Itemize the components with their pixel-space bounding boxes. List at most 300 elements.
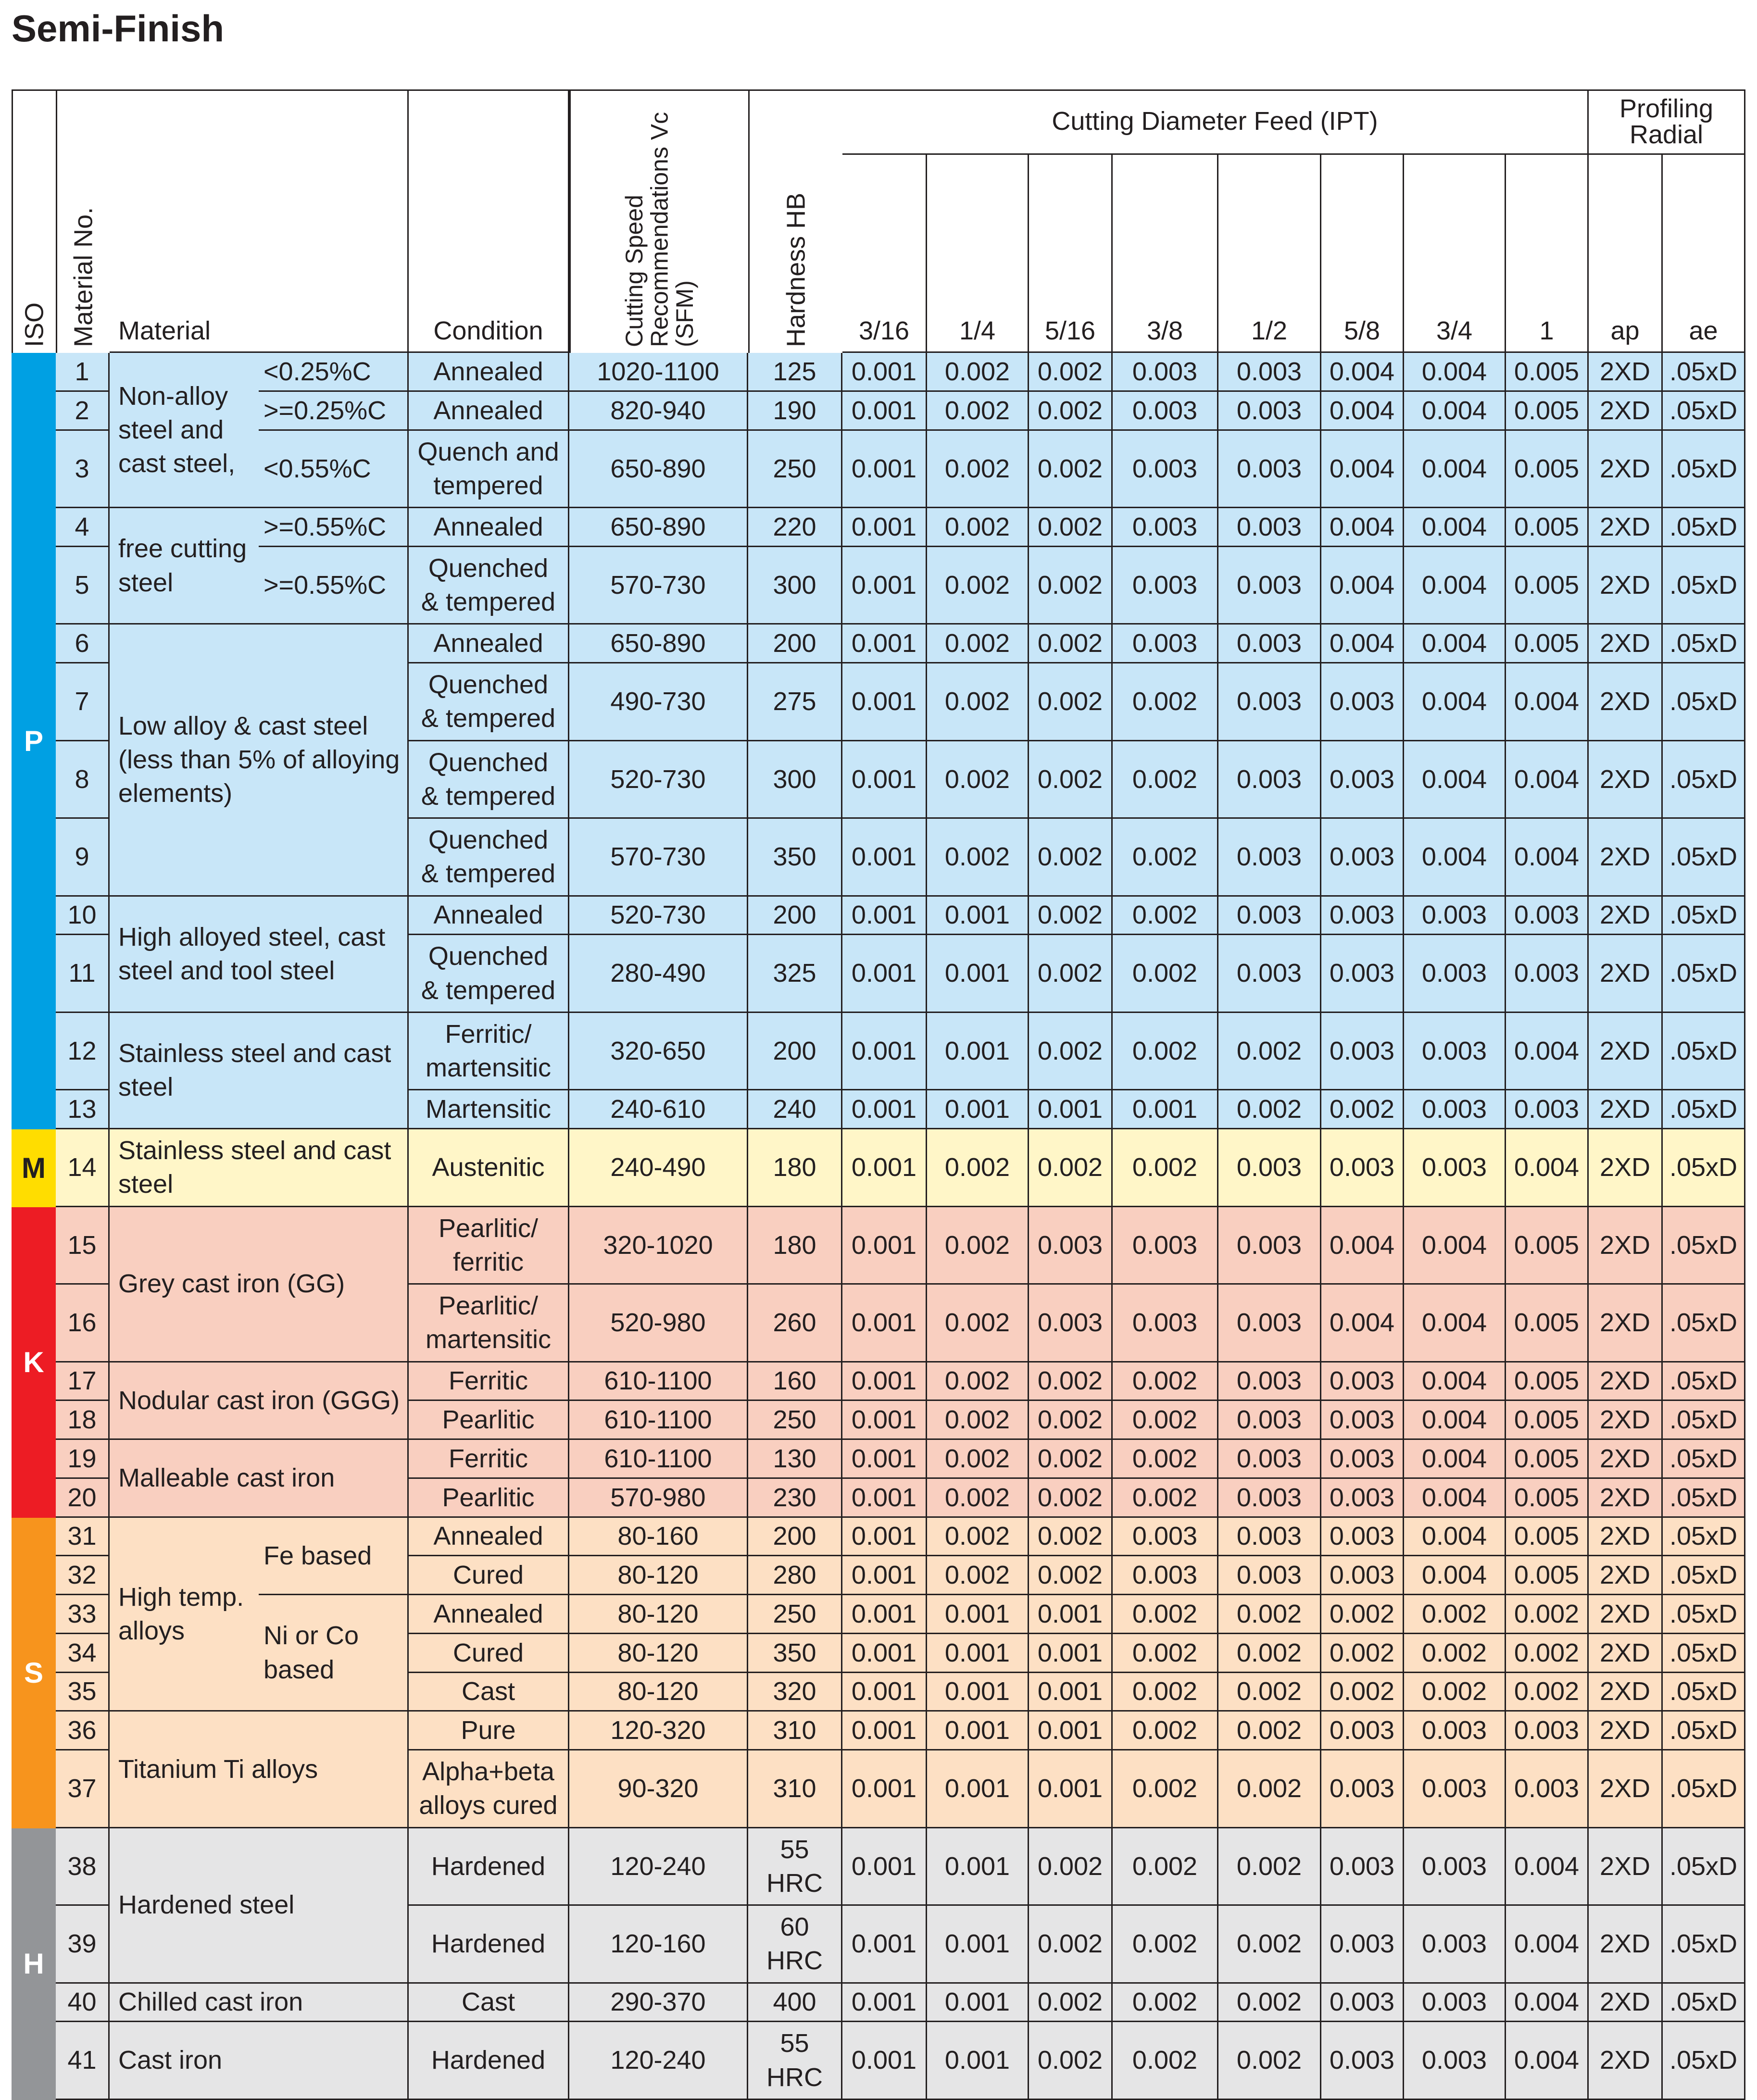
condition-cell: Annealed <box>409 353 569 392</box>
ap-cell: 2XD <box>1589 1518 1663 1557</box>
feed-cell: 0.002 <box>1029 2022 1113 2100</box>
feed-cell: 0.001 <box>927 1013 1029 1091</box>
feed-cell: 0.001 <box>842 1828 927 1906</box>
feed-cell: 0.002 <box>927 1285 1029 1362</box>
feed-cell: 0.004 <box>1404 1556 1506 1595</box>
feed-cell: 0.003 <box>1506 1750 1589 1828</box>
feed-cell: 0.004 <box>1404 508 1506 547</box>
material-subgroup: Fe based <box>259 1518 409 1596</box>
feed-cell: 0.001 <box>842 353 927 392</box>
ae-cell: .05xD <box>1663 1362 1745 1401</box>
feed-cell: 0.001 <box>842 1984 927 2023</box>
feed-cell: 0.005 <box>1506 392 1589 431</box>
material-subgroup: >=0.25%C <box>259 392 409 431</box>
cutting-speed-cell: 610-1100 <box>569 1401 748 1440</box>
iso-group-s: S <box>12 1518 56 1828</box>
feed-cell: 0.003 <box>1218 1362 1321 1401</box>
feed-cell: 0.001 <box>842 1479 927 1518</box>
feed-cell: 0.003 <box>1321 1518 1404 1557</box>
feed-cell: 0.005 <box>1506 1440 1589 1479</box>
ap-cell: 2XD <box>1589 1828 1663 1906</box>
feed-cell: 0.001 <box>842 1673 927 1712</box>
feed-cell: 0.004 <box>1404 663 1506 741</box>
feed-cell: 0.003 <box>1321 1828 1404 1906</box>
feed-cell: 0.001 <box>927 1673 1029 1712</box>
hardness-cell: 200 <box>748 897 842 936</box>
feed-cell: 0.002 <box>1029 663 1113 741</box>
feed-cell: 0.003 <box>1218 1129 1321 1207</box>
feed-cell: 0.004 <box>1404 819 1506 897</box>
material-subgroup: <0.55%C <box>259 431 409 509</box>
material-no-cell: 9 <box>56 819 110 897</box>
feed-cell: 0.002 <box>1113 1984 1218 2023</box>
feed-cell: 0.004 <box>1321 508 1404 547</box>
feed-cell: 0.001 <box>842 392 927 431</box>
feed-cell: 0.003 <box>1029 1285 1113 1362</box>
ae-cell: .05xD <box>1663 1673 1745 1712</box>
feed-cell: 0.003 <box>1218 741 1321 819</box>
material-no-cell: 10 <box>56 897 110 936</box>
feed-cell: 0.003 <box>1321 1556 1404 1595</box>
table-top-rule <box>12 89 1745 91</box>
feed-cell: 0.002 <box>1029 1556 1113 1595</box>
material-no-cell: 13 <box>56 1090 110 1129</box>
feed-cell: 0.001 <box>842 1440 927 1479</box>
feed-cell: 0.002 <box>1506 1673 1589 1712</box>
feed-cell: 0.003 <box>1321 741 1404 819</box>
header-ae: ae <box>1663 155 1745 353</box>
feed-cell: 0.002 <box>927 1401 1029 1440</box>
feed-cell: 0.001 <box>842 1750 927 1828</box>
material-no-cell: 6 <box>56 625 110 663</box>
condition-cell: Ferritic <box>409 1440 569 1479</box>
condition-cell: Hardened <box>409 1906 569 1984</box>
feed-cell: 0.002 <box>1218 1013 1321 1091</box>
ap-cell: 2XD <box>1589 1207 1663 1285</box>
material-no-cell: 34 <box>56 1634 110 1673</box>
feed-cell: 0.004 <box>1404 547 1506 625</box>
ae-cell: .05xD <box>1663 1090 1745 1129</box>
feed-cell: 0.004 <box>1404 1518 1506 1557</box>
cutting-speed-cell: 80-120 <box>569 1595 748 1634</box>
feed-cell: 0.001 <box>1029 1750 1113 1828</box>
feed-cell: 0.001 <box>842 1207 927 1285</box>
condition-cell: Ferritic <box>409 1362 569 1401</box>
condition-cell: Quenched & tempered <box>409 741 569 819</box>
feed-cell: 0.002 <box>1029 392 1113 431</box>
ap-cell: 2XD <box>1589 431 1663 509</box>
feed-cell: 0.002 <box>1029 935 1113 1013</box>
ap-cell: 2XD <box>1589 1362 1663 1401</box>
feed-cell: 0.002 <box>1113 1401 1218 1440</box>
ae-cell: .05xD <box>1663 508 1745 547</box>
condition-cell: Cured <box>409 1634 569 1673</box>
cutting-speed-cell: 610-1100 <box>569 1440 748 1479</box>
feed-cell: 0.002 <box>1029 819 1113 897</box>
feed-cell: 0.004 <box>1321 1207 1404 1285</box>
feed-cell: 0.002 <box>1218 1828 1321 1906</box>
feed-cell: 0.003 <box>1113 392 1218 431</box>
material-no-cell: 11 <box>56 935 110 1013</box>
ap-cell: 2XD <box>1589 1595 1663 1634</box>
ap-cell: 2XD <box>1589 1712 1663 1750</box>
feed-cell: 0.002 <box>1404 1634 1506 1673</box>
feed-cell: 0.002 <box>927 1440 1029 1479</box>
cutting-speed-cell: 650-890 <box>569 431 748 509</box>
material-no-cell: 17 <box>56 1362 110 1401</box>
hardness-cell: 310 <box>748 1750 842 1828</box>
page-title: Semi-Finish <box>12 7 225 50</box>
feed-cell: 0.002 <box>927 1479 1029 1518</box>
cutting-speed-cell: 240-610 <box>569 1090 748 1129</box>
feed-cell: 0.003 <box>1218 547 1321 625</box>
condition-cell: Quench and tempered <box>409 431 569 509</box>
feed-cell: 0.002 <box>927 353 1029 392</box>
feed-cell: 0.003 <box>1404 1090 1506 1129</box>
feed-cell: 0.002 <box>927 508 1029 547</box>
feed-cell: 0.002 <box>1113 935 1218 1013</box>
ae-cell: .05xD <box>1663 819 1745 897</box>
header-iso: ISO <box>12 89 56 353</box>
feed-cell: 0.003 <box>1321 1712 1404 1750</box>
feed-cell: 0.002 <box>1218 1984 1321 2023</box>
ae-cell: .05xD <box>1663 1556 1745 1595</box>
material-no-cell: 33 <box>56 1595 110 1634</box>
iso-group-p: P <box>12 353 56 1129</box>
feed-cell: 0.002 <box>1113 1712 1218 1750</box>
feed-cell: 0.003 <box>1113 1207 1218 1285</box>
feed-cell: 0.002 <box>1113 819 1218 897</box>
condition-cell: Cast <box>409 1673 569 1712</box>
feed-cell: 0.002 <box>1321 1595 1404 1634</box>
feed-cell: 0.002 <box>927 819 1029 897</box>
condition-cell: Cured <box>409 1556 569 1595</box>
feed-cell: 0.001 <box>842 431 927 509</box>
feed-cell: 0.002 <box>927 547 1029 625</box>
material-no-cell: 37 <box>56 1750 110 1828</box>
feed-cell: 0.003 <box>1113 1556 1218 1595</box>
ae-cell: .05xD <box>1663 1984 1745 2023</box>
cutting-speed-cell: 520-730 <box>569 897 748 936</box>
feed-cell: 0.002 <box>1029 1479 1113 1518</box>
feed-cell: 0.001 <box>842 935 927 1013</box>
feed-cell: 0.002 <box>1321 1673 1404 1712</box>
condition-cell: Hardened <box>409 2022 569 2100</box>
feed-cell: 0.004 <box>1404 1401 1506 1440</box>
material-no-cell: 1 <box>56 353 110 392</box>
hardness-cell: 350 <box>748 1634 842 1673</box>
feed-cell: 0.001 <box>1029 1634 1113 1673</box>
material-group: Chilled cast iron <box>110 1984 409 2023</box>
feed-cell: 0.002 <box>1113 741 1218 819</box>
feed-cell: 0.002 <box>1113 1634 1218 1673</box>
condition-cell: Quenched & tempered <box>409 663 569 741</box>
ae-cell: .05xD <box>1663 1906 1745 1984</box>
feed-cell: 0.001 <box>842 508 927 547</box>
feed-cell: 0.004 <box>1321 431 1404 509</box>
feed-cell: 0.004 <box>1506 1828 1589 1906</box>
feed-cell: 0.005 <box>1506 1362 1589 1401</box>
material-group: Hardened steel <box>110 1828 409 1984</box>
condition-cell: Pearlitic/ martensitic <box>409 1285 569 1362</box>
condition-cell: Martensitic <box>409 1090 569 1129</box>
feed-cell: 0.004 <box>1506 2022 1589 2100</box>
feed-cell: 0.004 <box>1506 819 1589 897</box>
material-subgroup: >=0.55%C <box>259 508 409 547</box>
material-subgroup: Ni or Co based <box>259 1595 409 1712</box>
feed-cell: 0.004 <box>1506 663 1589 741</box>
feed-cell: 0.003 <box>1218 625 1321 663</box>
feed-cell: 0.003 <box>1321 935 1404 1013</box>
feed-cell: 0.003 <box>1321 819 1404 897</box>
feed-cell: 0.003 <box>1404 1712 1506 1750</box>
hardness-cell: 200 <box>748 625 842 663</box>
ap-cell: 2XD <box>1589 547 1663 625</box>
header-diameter: 1/4 <box>927 155 1029 353</box>
ae-cell: .05xD <box>1663 2022 1745 2100</box>
condition-cell: Quenched & tempered <box>409 547 569 625</box>
feed-cell: 0.003 <box>1321 663 1404 741</box>
feed-cell: 0.003 <box>1404 1013 1506 1091</box>
ap-cell: 2XD <box>1589 508 1663 547</box>
cutting-speed-cell: 80-160 <box>569 1518 748 1557</box>
feed-cell: 0.002 <box>1029 1129 1113 1207</box>
feed-cell: 0.001 <box>842 897 927 936</box>
cutting-speed-cell: 120-240 <box>569 2022 748 2100</box>
cutting-speed-cell: 120-320 <box>569 1712 748 1750</box>
feed-cell: 0.005 <box>1506 1556 1589 1595</box>
feed-cell: 0.005 <box>1506 1207 1589 1285</box>
feed-cell: 0.002 <box>927 1518 1029 1557</box>
header-diameter: 3/8 <box>1113 155 1218 353</box>
feed-cell: 0.002 <box>927 741 1029 819</box>
feed-cell: 0.004 <box>1404 741 1506 819</box>
ap-cell: 2XD <box>1589 1556 1663 1595</box>
cutting-speed-cell: 520-980 <box>569 1285 748 1362</box>
hardness-cell: 190 <box>748 392 842 431</box>
feed-cell: 0.004 <box>1404 1285 1506 1362</box>
hardness-cell: 60 HRC <box>748 1906 842 1984</box>
ap-cell: 2XD <box>1589 935 1663 1013</box>
ae-cell: .05xD <box>1663 935 1745 1013</box>
feed-cell: 0.001 <box>927 897 1029 936</box>
hardness-cell: 325 <box>748 935 842 1013</box>
feed-cell: 0.001 <box>927 1984 1029 2023</box>
feed-cell: 0.002 <box>1404 1595 1506 1634</box>
material-no-cell: 18 <box>56 1401 110 1440</box>
ae-cell: .05xD <box>1663 741 1745 819</box>
material-no-cell: 7 <box>56 663 110 741</box>
feed-cell: 0.003 <box>1321 1013 1404 1091</box>
cutting-speed-cell: 120-240 <box>569 1828 748 1906</box>
ap-cell: 2XD <box>1589 1906 1663 1984</box>
condition-cell: Cast <box>409 1984 569 2023</box>
feed-cell: 0.003 <box>1321 1984 1404 2023</box>
feed-cell: 0.003 <box>1218 1285 1321 1362</box>
feed-cell: 0.002 <box>1218 1750 1321 1828</box>
feed-cell: 0.001 <box>842 1013 927 1091</box>
cutting-speed-cell: 120-160 <box>569 1906 748 1984</box>
hardness-cell: 400 <box>748 1984 842 2023</box>
ap-cell: 2XD <box>1589 1634 1663 1673</box>
condition-cell: Annealed <box>409 625 569 663</box>
cutting-speed-cell: 650-890 <box>569 508 748 547</box>
feed-cell: 0.004 <box>1321 625 1404 663</box>
feed-cell: 0.002 <box>1113 663 1218 741</box>
feed-cell: 0.001 <box>927 1828 1029 1906</box>
feed-cell: 0.001 <box>927 1090 1029 1129</box>
ae-cell: .05xD <box>1663 1750 1745 1828</box>
ap-cell: 2XD <box>1589 1750 1663 1828</box>
feed-cell: 0.001 <box>1029 1712 1113 1750</box>
feed-cell: 0.002 <box>1029 1906 1113 1984</box>
ap-cell: 2XD <box>1589 2022 1663 2100</box>
feed-cell: 0.001 <box>842 1518 927 1557</box>
cutting-speed-cell: 80-120 <box>569 1673 748 1712</box>
feed-cell: 0.002 <box>1506 1634 1589 1673</box>
feed-cell: 0.005 <box>1506 1479 1589 1518</box>
material-no-cell: 4 <box>56 508 110 547</box>
feed-cell: 0.002 <box>1113 2022 1218 2100</box>
condition-cell: Annealed <box>409 897 569 936</box>
feed-cell: 0.002 <box>1218 1595 1321 1634</box>
hardness-cell: 250 <box>748 1401 842 1440</box>
cutting-speed-cell: 570-730 <box>569 547 748 625</box>
feed-cell: 0.004 <box>1321 1285 1404 1362</box>
feed-cell: 0.003 <box>1113 1518 1218 1557</box>
feed-cell: 0.001 <box>842 625 927 663</box>
feed-cell: 0.004 <box>1404 353 1506 392</box>
cutting-speed-cell: 90-320 <box>569 1750 748 1828</box>
feed-cell: 0.002 <box>1113 1362 1218 1401</box>
feed-cell: 0.002 <box>1029 1984 1113 2023</box>
feed-cell: 0.002 <box>1218 1673 1321 1712</box>
hardness-cell: 310 <box>748 1712 842 1750</box>
feed-cell: 0.003 <box>1506 935 1589 1013</box>
feed-cell: 0.001 <box>842 819 927 897</box>
ap-cell: 2XD <box>1589 1285 1663 1362</box>
feed-cell: 0.002 <box>1218 1712 1321 1750</box>
condition-cell: Austenitic <box>409 1129 569 1207</box>
material-no-cell: 3 <box>56 431 110 509</box>
material-no-cell: 36 <box>56 1712 110 1750</box>
feed-cell: 0.002 <box>1029 547 1113 625</box>
ae-cell: .05xD <box>1663 1595 1745 1634</box>
cutting-data-table <box>12 89 1745 2092</box>
feed-cell: 0.002 <box>1113 1440 1218 1479</box>
feed-cell: 0.001 <box>927 1750 1029 1828</box>
feed-cell: 0.003 <box>1113 625 1218 663</box>
feed-cell: 0.005 <box>1506 625 1589 663</box>
feed-cell: 0.003 <box>1113 508 1218 547</box>
material-group: Low alloy & cast steel (less than 5% of alloying elements) <box>110 625 409 896</box>
condition-cell: Quenched & tempered <box>409 819 569 897</box>
condition-cell: Pure <box>409 1712 569 1750</box>
feed-cell: 0.002 <box>1113 1828 1218 1906</box>
feed-cell: 0.001 <box>927 1712 1029 1750</box>
material-no-cell: 12 <box>56 1013 110 1091</box>
material-no-cell: 2 <box>56 392 110 431</box>
feed-cell: 0.002 <box>1029 1362 1113 1401</box>
material-no-cell: 38 <box>56 1828 110 1906</box>
cutting-speed-cell: 570-980 <box>569 1479 748 1518</box>
ap-cell: 2XD <box>1589 1129 1663 1207</box>
feed-cell: 0.002 <box>1029 1401 1113 1440</box>
hardness-cell: 320 <box>748 1673 842 1712</box>
feed-cell: 0.002 <box>1029 897 1113 936</box>
feed-cell: 0.001 <box>842 1556 927 1595</box>
ae-cell: .05xD <box>1663 1207 1745 1285</box>
feed-cell: 0.002 <box>1029 508 1113 547</box>
material-group: Cast iron <box>110 2022 409 2100</box>
feed-cell: 0.002 <box>927 1207 1029 1285</box>
feed-cell: 0.002 <box>1218 1634 1321 1673</box>
iso-group-m: M <box>12 1129 56 1207</box>
material-group: Titanium Ti alloys <box>110 1712 409 1828</box>
condition-cell: Ferritic/ martensitic <box>409 1013 569 1091</box>
material-group: Nodular cast iron (GGG) <box>110 1362 409 1440</box>
feed-cell: 0.004 <box>1506 1129 1589 1207</box>
ap-cell: 2XD <box>1589 1401 1663 1440</box>
material-no-cell: 40 <box>56 1984 110 2023</box>
feed-cell: 0.002 <box>1113 1013 1218 1091</box>
ap-cell: 2XD <box>1589 1440 1663 1479</box>
hardness-cell: 180 <box>748 1207 842 1285</box>
feed-cell: 0.004 <box>1506 741 1589 819</box>
ae-cell: .05xD <box>1663 431 1745 509</box>
material-group: Grey cast iron (GG) <box>110 1207 409 1362</box>
feed-cell: 0.002 <box>927 1362 1029 1401</box>
feed-cell: 0.004 <box>1404 431 1506 509</box>
feed-cell: 0.004 <box>1506 1984 1589 2023</box>
feed-cell: 0.002 <box>1113 1750 1218 1828</box>
header-hardness: Hardness HB <box>748 89 842 353</box>
ae-cell: .05xD <box>1663 1479 1745 1518</box>
feed-cell: 0.005 <box>1506 508 1589 547</box>
feed-cell: 0.001 <box>842 1634 927 1673</box>
material-group: Non-alloy steel and cast steel, <box>110 353 259 508</box>
feed-cell: 0.002 <box>927 431 1029 509</box>
feed-cell: 0.004 <box>1404 1362 1506 1401</box>
feed-cell: 0.001 <box>842 663 927 741</box>
feed-cell: 0.003 <box>1321 1129 1404 1207</box>
ae-cell: .05xD <box>1663 897 1745 936</box>
feed-cell: 0.001 <box>1113 1090 1218 1129</box>
ae-cell: .05xD <box>1663 1712 1745 1750</box>
feed-cell: 0.005 <box>1506 431 1589 509</box>
feed-cell: 0.003 <box>1321 1440 1404 1479</box>
material-no-cell: 39 <box>56 1906 110 1984</box>
ap-cell: 2XD <box>1589 1090 1663 1129</box>
hardness-cell: 350 <box>748 819 842 897</box>
material-group: free cutting steel <box>110 508 259 625</box>
feed-cell: 0.003 <box>1113 431 1218 509</box>
feed-cell: 0.001 <box>842 1712 927 1750</box>
material-no-cell: 41 <box>56 2022 110 2100</box>
cutting-speed-cell: 490-730 <box>569 663 748 741</box>
feed-cell: 0.003 <box>1404 897 1506 936</box>
ap-cell: 2XD <box>1589 741 1663 819</box>
feed-cell: 0.002 <box>1321 1090 1404 1129</box>
ae-cell: .05xD <box>1663 1013 1745 1091</box>
feed-cell: 0.003 <box>1404 935 1506 1013</box>
material-no-cell: 20 <box>56 1479 110 1518</box>
feed-cell: 0.003 <box>1218 935 1321 1013</box>
feed-cell: 0.004 <box>1506 1906 1589 1984</box>
feed-cell: 0.003 <box>1218 1207 1321 1285</box>
hardness-cell: 55 HRC <box>748 1828 842 1906</box>
hardness-cell: 230 <box>748 1479 842 1518</box>
